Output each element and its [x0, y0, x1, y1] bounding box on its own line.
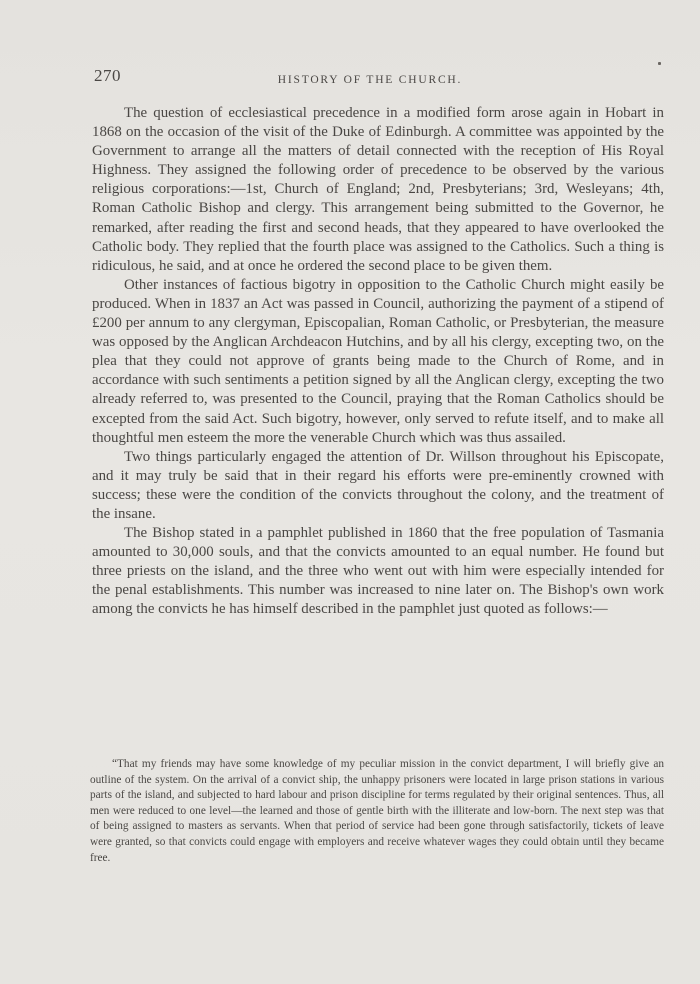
page-number: 270 [94, 66, 121, 85]
running-title: HISTORY OF THE CHURCH. [277, 74, 463, 86]
body-text [92, 104, 664, 620]
quote-text: “That my friends may have some knowledge of my peculiar mission in the convict department, I will briefly give an outline of the system. On the arrival of a convict ship, the unhappy prisoners were located in large prison stations in various parts of the island, and subjected to hard labour and prison discipline for terms regulated by their original sentences. Thus, all men were reduced to one level—the learned and those of gentle birth with the illiterate and low-born. The next step was that of being assigned to masters as servants. When that period of service had been gone through satisfactorily, tickets of leave were granted, so that convicts could engage with employers and receive whatever wages they could obtain until they became free. [90, 758, 664, 864]
corner-mark [658, 62, 661, 65]
paragraph-convicts: The Bishop stated in a pamphlet published in 1860 that the free population of Tasmania amounted to 30,000 souls, and that the convicts amounted to an equal number. He found but three priests on the island, and the three who went out with him were especially intended for the penal establishments. This number was increased to nine later on. The Bishop's own work among the convicts he has himself described in the pamphlet just quoted as follows:— [92, 525, 664, 618]
block-quote [90, 757, 664, 866]
paragraph-episcopate: Two things particularly engaged the attention of Dr. Willson throughout his Episcopate, and it may truly be said that in their regard his efforts were pre-eminently crowned with success; these were the condition of the convicts throughout the colony, and the treatment of the insane. [92, 448, 664, 522]
paragraph-precedence: The question of ecclesiastical precedence in a modified form arose again in Hobart in 1868 on the occasion of the visit of the Duke of Edinburgh. A committee was appointed by the Government to arrange all the matters of detail connected with the reception of His Royal Highness. They assigned the following order of precedence to be observed by the various religious corporations:—1st, Church of England; 2nd, Presbyterians; 3rd, Wesleyans; 4th, Roman Catholic Bishop and clergy. This arrangement being submitted to the Governor, he remarked, after reading the first and second heads, that they appeared to have overlooked the Catholic body. They replied that the fourth place was assigned to the Catholics. Such a thing is ridiculous, he said, and at once he ordered the second place to be given them. [92, 105, 664, 274]
paragraph-bigotry: Other instances of factious bigotry in opposition to the Catholic Church might easily be produced. When in 1837 an Act was passed in Council, authorizing the payment of a stipend of £200 per annum to any clergyman, Episcopalian, Roman Catholic, or Presbyterian, the measure was opposed by the Anglican Archdeacon Hutchins, and by all his clergy, excepting two, on the plea that they could not approve of grants being made to the Church of Rome, and in accordance with such sentiments a petition signed by all the Anglican clergy, excepting the two already referred to, was presented to the Council, praying that the Roman Catholics should be excepted from the said Act. Such bigotry, however, only served to refute itself, and to make all thoughtful men esteem the more the venerable Church which was thus assailed. [92, 276, 664, 446]
